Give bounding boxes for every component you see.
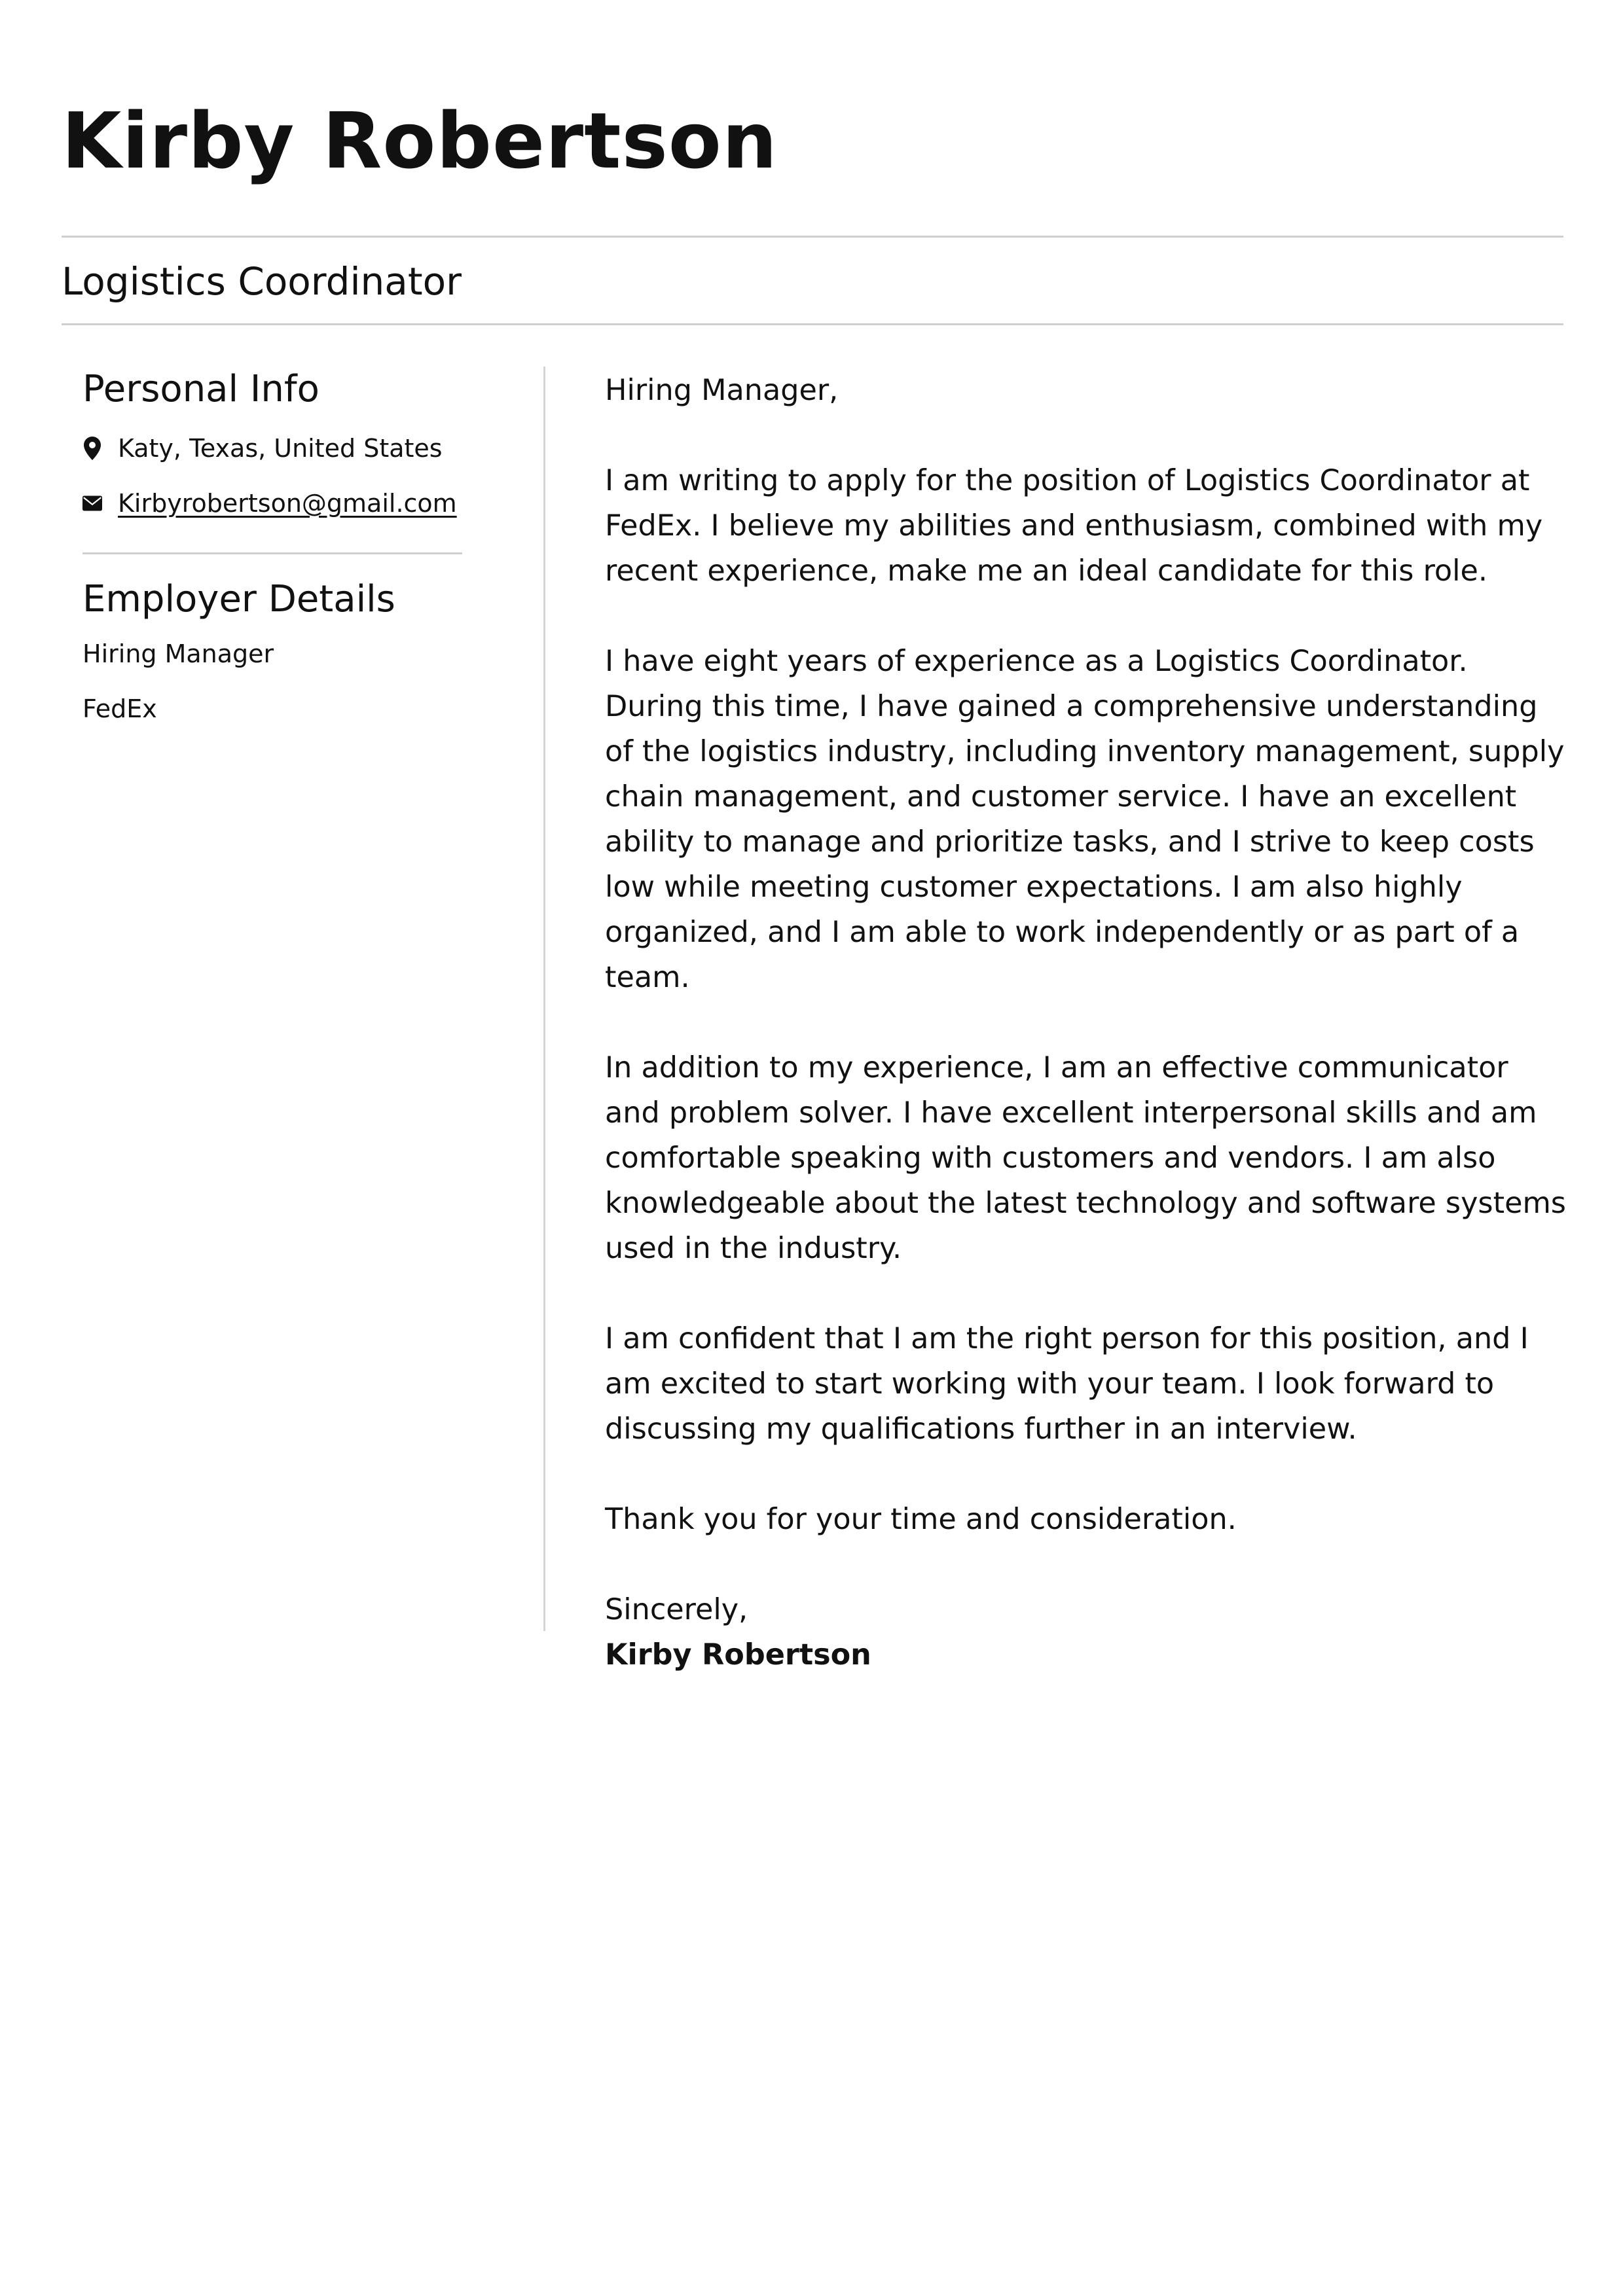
letter-signature: Kirby Robertson	[605, 1638, 871, 1672]
column-divider	[543, 367, 545, 1631]
letter-paragraph: I have eight years of experience as a Logistics Coordinator. During this time, I have gained a comprehensive understanding of the logistics industry, including inventory management, supply chain management, and customer service. I have an excellent ability to manage and prioritize tasks, and I strive to keep costs low while meeting customer expectations. I am also highly organized, and I am able to work independently or as part of a team.	[605, 645, 1565, 994]
header-top-divider	[62, 236, 1563, 238]
job-title: Logistics Coordinator	[62, 259, 462, 304]
applicant-name: Kirby Robertson	[62, 96, 778, 186]
letter-paragraph: I am writing to apply for the position of Logistics Coordinator at FedEx. I believe my abilities and enthusiasm, combined with my recent experience, make me an ideal candidate for this role.	[605, 464, 1543, 588]
header-bottom-divider	[62, 323, 1563, 325]
envelope-icon	[82, 490, 102, 516]
employer-details-heading: Employer Details	[82, 578, 395, 620]
letter-closing: Sincerely,	[605, 1593, 748, 1626]
letter-paragraph: Thank you for your time and consideration.	[605, 1503, 1237, 1536]
email-row[interactable]	[82, 484, 462, 522]
sidebar	[82, 367, 462, 727]
letter-salutation: Hiring Manager,	[605, 374, 839, 407]
location-text: Katy, Texas, United States	[118, 434, 443, 463]
letter-paragraph: I am confident that I am the right person for this position, and I am excited to start working with your team. I look forward to discussing my qualifications further in an interview.	[605, 1322, 1529, 1446]
sidebar-divider	[82, 552, 462, 554]
letter-body	[605, 368, 1567, 1677]
location-row	[82, 429, 462, 467]
letter-paragraph: In addition to my experience, I am an effective communicator and problem solver. I have excellent interpersonal skills and am comfortable speaking with customers and vendors. I am also knowledgeable about the latest technology and software systems used in the industry.	[605, 1051, 1566, 1265]
employer-contact: Hiring Manager	[82, 639, 274, 668]
personal-info-heading: Personal Info	[82, 368, 319, 410]
employer-company: FedEx	[82, 694, 157, 723]
map-pin-icon	[82, 435, 102, 461]
email-link[interactable]: Kirbyrobertson@gmail.com	[118, 489, 457, 518]
